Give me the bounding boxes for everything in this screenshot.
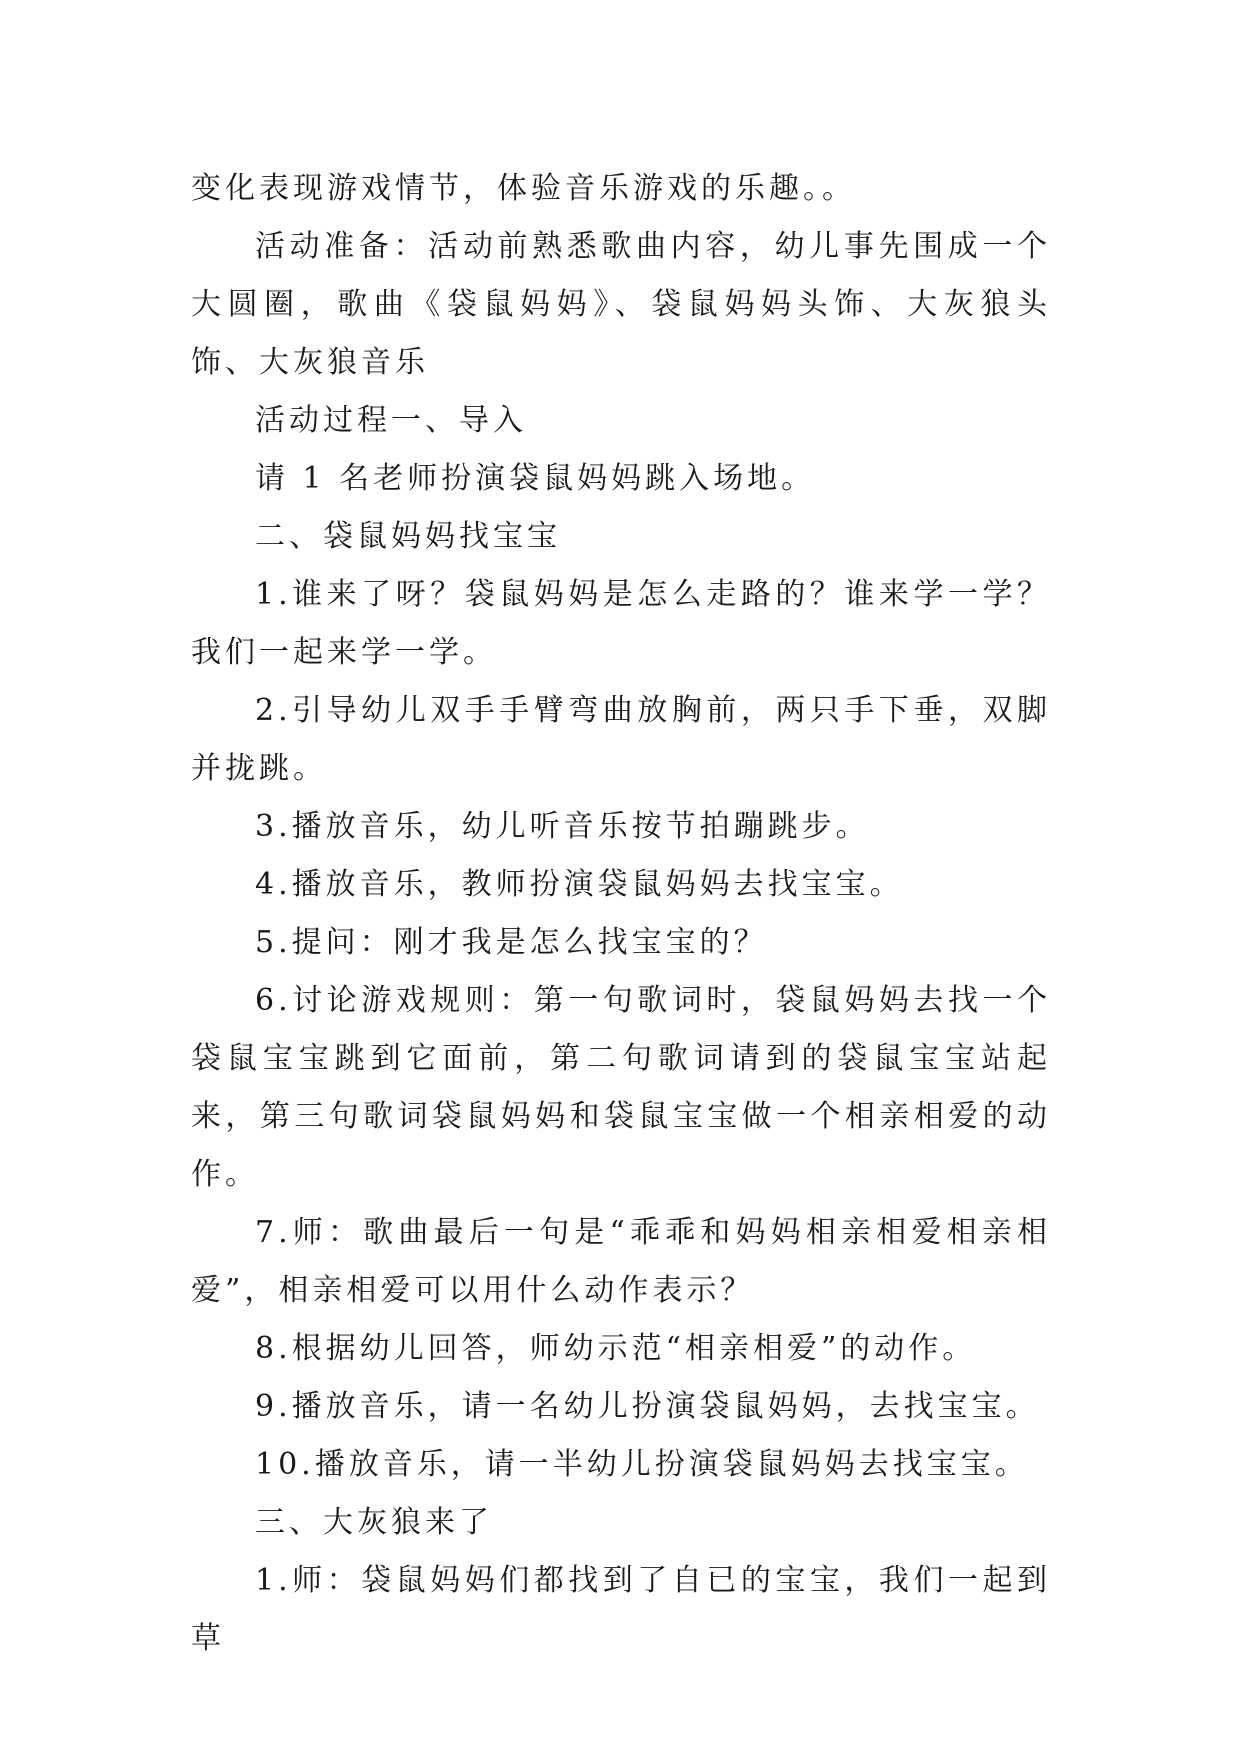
paragraph: 变化表现游戏情节，体验音乐游戏的乐趣。。 bbox=[191, 171, 856, 206]
section-heading: 二、袋鼠妈妈找宝宝 bbox=[255, 519, 561, 554]
paragraph: 请 1 名老师扮演袋鼠妈妈跳入场地。 bbox=[255, 461, 816, 496]
paragraph: 活动准备：活动前熟悉歌曲内容，幼儿事先围成一个大圆圈，歌曲《袋鼠妈妈》、袋鼠妈妈头饰、大灰狼头饰、大灰狼音乐 bbox=[191, 229, 1051, 380]
section-heading: 活动过程一、导入 bbox=[255, 403, 527, 438]
document-body bbox=[191, 160, 1051, 1668]
list-item: 6.讨论游戏规则：第一句歌词时，袋鼠妈妈去找一个袋鼠宝宝跳到它面前，第二句歌词请到的袋鼠宝宝站起来，第三句歌词袋鼠妈妈和袋鼠宝宝做一个相亲相爱的动作。 bbox=[191, 983, 1051, 1192]
list-item: 2.引导幼儿双手手臂弯曲放胸前，两只手下垂，双脚并拢跳。 bbox=[191, 693, 1051, 786]
list-item: 8.根据幼儿回答，师幼示范“相亲相爱”的动作。 bbox=[255, 1331, 977, 1366]
list-item: 10.播放音乐，请一半幼儿扮演袋鼠妈妈去找宝宝。 bbox=[255, 1447, 1029, 1482]
list-item: 7.师：歌曲最后一句是“乖乖和妈妈相亲相爱相亲相爱”，相亲相爱可以用什么动作表示？ bbox=[191, 1215, 1051, 1308]
section-heading: 三、大灰狼来了 bbox=[255, 1505, 493, 1540]
list-item: 3.播放音乐，幼儿听音乐按节拍蹦跳步。 bbox=[255, 809, 870, 844]
list-item: 1.谁来了呀？袋鼠妈妈是怎么走路的？谁来学一学？我们一起来学一学。 bbox=[191, 577, 1051, 670]
list-item: 5.提问：刚才我是怎么找宝宝的？ bbox=[255, 925, 768, 960]
list-item: 1.师：袋鼠妈妈们都找到了自已的宝宝，我们一起到草 bbox=[191, 1563, 1051, 1656]
list-item: 9.播放音乐，请一名幼儿扮演袋鼠妈妈，去找宝宝。 bbox=[255, 1389, 1040, 1424]
list-item: 4.播放音乐，教师扮演袋鼠妈妈去找宝宝。 bbox=[255, 867, 904, 902]
